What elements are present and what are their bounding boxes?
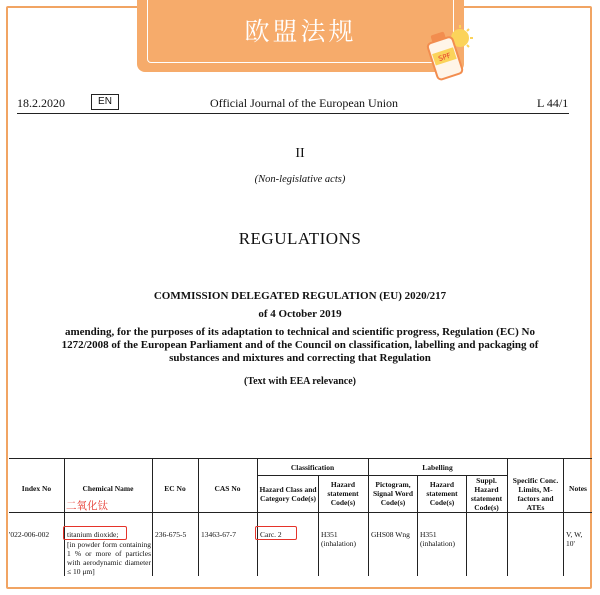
col-chemical-name: Chemical Name (82, 484, 134, 493)
journal-name: Official Journal of the European Union (210, 96, 399, 110)
cell-pictogram: GHS08 Wng (371, 530, 410, 539)
highlight-chemical (63, 526, 127, 540)
col-index-no: Index No (21, 484, 52, 493)
col-suppl: Suppl. Hazard statement Code(s) (470, 476, 503, 512)
col-labelling: Labelling (422, 463, 453, 472)
cell-label-hazard: H351 (inhalation) (420, 530, 455, 548)
sunscreen-icon (422, 24, 476, 82)
col-notes: Notes (569, 484, 587, 493)
cell-ec-no: 236-675-5 (155, 530, 187, 539)
journal-date: 18.2.2020 (17, 96, 65, 110)
col-hazard-class: Hazard Class and Category Code(s) (259, 485, 317, 503)
cell-cas-no: 13463-67-7 (201, 530, 236, 539)
banner-title: 欧盟法规 (244, 17, 357, 46)
acts-type: (Non-legislative acts) (254, 174, 346, 185)
col-label-hazard: Hazard statement Code(s) (426, 480, 458, 507)
title-banner (137, 0, 464, 72)
regulation-date: of 4 October 2019 (258, 308, 342, 320)
col-classification: Classification (290, 463, 335, 472)
page-reference: L 44/1 (537, 96, 569, 110)
col-specific: Specific Conc. Limits, M-factors and ATEs (512, 476, 559, 512)
cell-hazard-statement: H351 (inhalation) (321, 530, 356, 548)
regulation-title: COMMISSION DELEGATED REGULATION (EU) 2020/217 (153, 290, 447, 302)
highlight-carc (255, 526, 297, 540)
table-rule-top (9, 458, 592, 459)
language-badge: EN (91, 94, 119, 110)
part-number: II (295, 146, 305, 161)
header-rule (17, 113, 569, 114)
cell-chemical-desc: [in powder form containing 1 % or more of particles with aerodynamic diameter ≤ 10 μm] (67, 540, 151, 576)
col-cas-no: CAS No (214, 484, 241, 493)
col-hazard-statement: Hazard statement Code(s) (327, 480, 359, 507)
cell-notes: V, W, 10' (566, 530, 583, 548)
cell-chemical-name: titanium dioxide; (67, 530, 119, 539)
cell-index-no: '022-006-002 (9, 530, 50, 539)
classification-table (0, 458, 600, 578)
regulation-subtitle: amending, for the purposes of its adaptation to technical and scientific progress, Regulation (EC) No 1272/2008 of the European Parliament and of the Council on classification, labelling and packaging of substances and mixtures and correcting that Regulation (61, 326, 539, 364)
section-heading: REGULATIONS (238, 229, 362, 248)
sunscreen-label: SPF (437, 51, 453, 64)
cell-hazard-class: Carc. 2 (260, 530, 282, 539)
col-pictogram: Pictogram, Signal Word Code(s) (372, 480, 414, 507)
annotation-label: 二氧化钛 (66, 500, 108, 512)
eea-relevance: (Text with EEA relevance) (244, 376, 356, 387)
col-ec-no: EC No (164, 484, 186, 493)
